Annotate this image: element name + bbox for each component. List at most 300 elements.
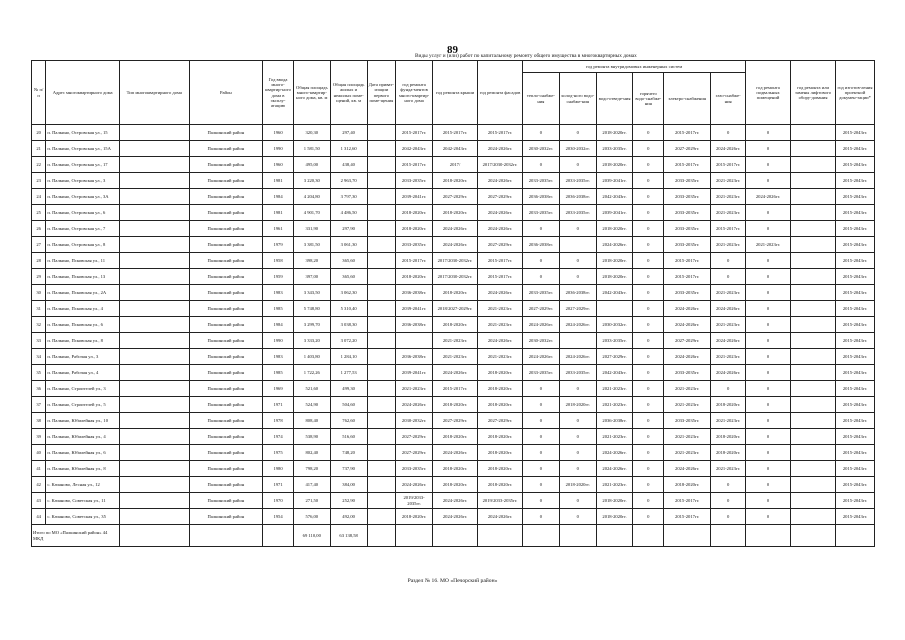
- table-cell: [559, 237, 596, 253]
- header-sewer: водо-отведе-ния: [596, 73, 633, 125]
- table-cell: [791, 189, 836, 205]
- table-cell: 2015-2043гг.: [836, 365, 875, 381]
- table-cell: 1984: [263, 189, 294, 205]
- table-cell: 22: [32, 157, 46, 173]
- table-cell: 2015-2043гг.: [836, 285, 875, 301]
- table-cell: 41: [32, 461, 46, 477]
- table-cell: 2018-2020гг.: [596, 269, 633, 285]
- table-cell: 5 748,80: [293, 301, 330, 317]
- table-cell: 2021-2023гг.: [711, 285, 746, 301]
- table-cell: 2021-2023гг.: [596, 429, 633, 445]
- table-cell: [119, 141, 189, 157]
- table-cell: 2015-2043гг.: [836, 493, 875, 509]
- table-cell: 2015-2043гг.: [836, 317, 875, 333]
- table-cell: 2033-2035гг.: [559, 205, 596, 221]
- table-cell: 1958: [263, 253, 294, 269]
- table-cell: 2039-2041гг.: [396, 365, 433, 381]
- table-cell: 2021-2023гг.: [664, 397, 711, 413]
- table-row: [32, 477, 875, 493]
- table-cell: 2015-2017гг.: [711, 157, 746, 173]
- table-cell: 2027-2029гг.: [559, 301, 596, 317]
- table-cell: [367, 381, 396, 397]
- table-cell: [119, 285, 189, 301]
- table-cell: 0: [633, 221, 664, 237]
- table-cell: [367, 173, 396, 189]
- table-cell: 504,60: [330, 397, 367, 413]
- table-cell: [791, 269, 836, 285]
- table-row: [32, 413, 875, 429]
- table-cell: 2027-2029гг.: [596, 349, 633, 365]
- table-cell: 0: [559, 429, 596, 445]
- table-cell: 0: [746, 477, 791, 493]
- table-cell: 2015-2043гг.: [836, 141, 875, 157]
- table-cell: [263, 525, 294, 547]
- table-cell: 1985: [263, 301, 294, 317]
- table-cell: [396, 525, 433, 547]
- table-cell: 2018-2020гг.: [664, 477, 711, 493]
- table-cell: 1960: [263, 125, 294, 141]
- table-cell: 0: [746, 413, 791, 429]
- table-cell: 331,90: [293, 221, 330, 237]
- table-cell: 2017/2030-2032гг.: [433, 269, 478, 285]
- table-cell: 2018-2020гг.: [433, 429, 478, 445]
- table-cell: 1974: [263, 429, 294, 445]
- table-cell: 0: [746, 173, 791, 189]
- table-cell: 2036-2038гг.: [559, 189, 596, 205]
- table-cell: [119, 157, 189, 173]
- table-cell: 2018-2020гг.: [433, 317, 478, 333]
- table-cell: п. Палкино, Юбилейная ул., 10: [46, 413, 120, 429]
- table-cell: Палкинский район: [189, 269, 263, 285]
- table-cell: 0: [633, 141, 664, 157]
- table-cell: 2021-2023гг.: [396, 381, 433, 397]
- table-cell: [367, 253, 396, 269]
- table-cell: 2015-2017гг.: [396, 157, 433, 173]
- table-cell: [189, 525, 263, 547]
- table-cell: [119, 525, 189, 547]
- header-district: Район: [189, 61, 263, 125]
- table-cell: Палкинский район: [189, 349, 263, 365]
- table-cell: Палкинский район: [189, 477, 263, 493]
- table-cell: 2030-2032гг.: [396, 413, 433, 429]
- table-cell: п. Палкино, Строителей ул., 5: [46, 397, 120, 413]
- table-cell: 0: [746, 381, 791, 397]
- table-cell: 0: [559, 157, 596, 173]
- table-cell: 2024-2026гг.: [664, 317, 711, 333]
- table-cell: 2030-2032гг.: [596, 317, 633, 333]
- table-cell: п. Палкино, Псковская ул., 6: [46, 317, 120, 333]
- table-cell: 1961: [263, 221, 294, 237]
- table-cell: 1978: [263, 413, 294, 429]
- table-cell: 2018-2020гг.: [478, 445, 523, 461]
- header-facade: год ремонта фасадов: [478, 61, 523, 125]
- table-cell: 2024-2026гг.: [596, 461, 633, 477]
- table-cell: 3 343,50: [293, 285, 330, 301]
- table-cell: 2033-2035гг.: [664, 365, 711, 381]
- table-cell: 0: [523, 445, 560, 461]
- table-row: [32, 141, 875, 157]
- table-cell: [119, 333, 189, 349]
- table-cell: 2024-2026гг.: [596, 445, 633, 461]
- table-cell: [367, 237, 396, 253]
- table-cell: п. Палкино, Островская ул., 15А: [46, 141, 120, 157]
- table-row: [32, 205, 875, 221]
- table-cell: 2033-2035гг.: [396, 173, 433, 189]
- table-cell: 516,60: [330, 429, 367, 445]
- table-cell: 2018-2020гг.: [433, 285, 478, 301]
- table-cell: 2015-2043гг.: [836, 301, 875, 317]
- page-number: 89: [447, 44, 458, 56]
- table-cell: 748,20: [330, 445, 367, 461]
- table-cell: [596, 525, 633, 547]
- table-cell: 0: [746, 349, 791, 365]
- table-cell: 2024-2026гг.: [711, 301, 746, 317]
- table-cell: 0: [711, 253, 746, 269]
- table-cell: 2018-2020гг.: [596, 493, 633, 509]
- table-cell: 27: [32, 237, 46, 253]
- table-cell: [791, 413, 836, 429]
- table-cell: [791, 141, 836, 157]
- table-cell: 2033-2035гг.: [664, 237, 711, 253]
- table-cell: 2021-2023гг.: [746, 237, 791, 253]
- table-cell: Палкинский район: [189, 397, 263, 413]
- table-cell: 2033-2035гг.: [559, 173, 596, 189]
- table-cell: 0: [523, 125, 560, 141]
- table-cell: п. Палкино, Юбилейная ул., 4: [46, 429, 120, 445]
- table-cell: 365,60: [330, 253, 367, 269]
- table-cell: 5 310,40: [330, 301, 367, 317]
- table-cell: 2036-2038гг.: [396, 285, 433, 301]
- table-cell: 320,30: [293, 125, 330, 141]
- header-address: Адрес многоквартирного дома: [46, 61, 120, 125]
- table-cell: 0: [633, 237, 664, 253]
- table-cell: 3 797,30: [330, 189, 367, 205]
- header-foundation: год ремонта фунда-ментов много-квартир-ного дома: [396, 61, 433, 125]
- table-row: [32, 461, 875, 477]
- table-cell: 0: [559, 253, 596, 269]
- table-cell: 2033-2035гг.: [664, 189, 711, 205]
- header-cold-water: холод-ного водо-снабже-ния: [559, 73, 596, 125]
- table-cell: с. Качаново, Лесная ул., 12: [46, 477, 120, 493]
- table-row: [32, 381, 875, 397]
- table-cell: 43: [32, 493, 46, 509]
- table-cell: 3 381,50: [293, 237, 330, 253]
- table-cell: Палкинский район: [189, 381, 263, 397]
- table-cell: Палкинский район: [189, 189, 263, 205]
- table-cell: [791, 125, 836, 141]
- table-cell: 1984: [263, 317, 294, 333]
- table-cell: 1971: [263, 397, 294, 413]
- table-cell: 2015-2043гг.: [836, 429, 875, 445]
- table-cell: Палкинский район: [189, 333, 263, 349]
- table-row: [32, 237, 875, 253]
- table-cell: 2042-2043гг.: [596, 285, 633, 301]
- table-cell: [791, 525, 836, 547]
- table-cell: 2024-2026гг.: [433, 509, 478, 525]
- table-cell: [791, 381, 836, 397]
- living-area-sum: 63 138,58: [330, 525, 367, 547]
- table-cell: 2033-2035гг.: [664, 173, 711, 189]
- table-cell: 0: [746, 141, 791, 157]
- table-cell: 2027-2029гг.: [396, 429, 433, 445]
- table-cell: 0: [559, 221, 596, 237]
- table-cell: 2017/: [433, 157, 478, 173]
- table-cell: п. Палкино, Псковская ул., 11: [46, 253, 120, 269]
- table-cell: 0: [633, 125, 664, 141]
- table-cell: 492,00: [330, 509, 367, 525]
- table-cell: 0: [633, 413, 664, 429]
- table-cell: 2018-2020гг.: [433, 477, 478, 493]
- table-cell: 2024-2026гг.: [478, 509, 523, 525]
- table-cell: 524,90: [293, 397, 330, 413]
- table-cell: Палкинский район: [189, 125, 263, 141]
- table-cell: 1 312,60: [330, 141, 367, 157]
- table-cell: 2024-2026гг.: [396, 477, 433, 493]
- table-cell: 2027-2029гг.: [478, 189, 523, 205]
- table-cell: 2015-2043гг.: [836, 381, 875, 397]
- table-cell: [119, 477, 189, 493]
- table-cell: 2036-2038гг.: [523, 237, 560, 253]
- table-cell: 2024-2026гг.: [478, 221, 523, 237]
- table-cell: 2015-2043гг.: [836, 189, 875, 205]
- table-cell: 0: [633, 493, 664, 509]
- table-cell: 2024-2026гг.: [433, 221, 478, 237]
- table-cell: 521,60: [293, 381, 330, 397]
- table-cell: 2036-2038гг.: [596, 413, 633, 429]
- table-cell: Палкинский район: [189, 365, 263, 381]
- table-cell: 2024-2026гг.: [596, 237, 633, 253]
- table-cell: 3 062,30: [330, 285, 367, 301]
- table-cell: [433, 525, 478, 547]
- table-cell: Палкинский район: [189, 205, 263, 221]
- table-cell: 1 277,53: [330, 365, 367, 381]
- table-cell: 2024-2026гг.: [433, 365, 478, 381]
- table-cell: 2018-2020гг.: [396, 509, 433, 525]
- table-cell: 2024-2026гг.: [478, 333, 523, 349]
- table-cell: 0: [633, 429, 664, 445]
- table-cell: 2015-2043гг.: [836, 253, 875, 269]
- table-cell: [119, 173, 189, 189]
- table-cell: 0: [746, 285, 791, 301]
- table-cell: [367, 221, 396, 237]
- table-cell: 0: [633, 445, 664, 461]
- table-cell: Палкинский район: [189, 509, 263, 525]
- table-cell: п. Палкино, Строителей ул., 3: [46, 381, 120, 397]
- table-cell: 398,20: [293, 253, 330, 269]
- table-cell: 0: [523, 397, 560, 413]
- table-cell: 0: [746, 365, 791, 381]
- table-cell: [396, 333, 433, 349]
- table-cell: 4 204,80: [293, 189, 330, 205]
- table-cell: 808,40: [293, 413, 330, 429]
- table-cell: [367, 461, 396, 477]
- table-cell: [367, 445, 396, 461]
- table-cell: 1954: [263, 509, 294, 525]
- table-cell: 0: [746, 269, 791, 285]
- table-cell: 0: [711, 509, 746, 525]
- table-cell: Палкинский район: [189, 317, 263, 333]
- table-cell: 2021-2023гг.: [478, 349, 523, 365]
- table-cell: [791, 509, 836, 525]
- table-cell: 1 722,26: [293, 365, 330, 381]
- table-cell: 0: [523, 253, 560, 269]
- table-cell: 2015-2043гг.: [836, 461, 875, 477]
- table-cell: [119, 509, 189, 525]
- table-cell: [791, 477, 836, 493]
- table-row: [32, 445, 875, 461]
- table-cell: 2027-2029гг.: [523, 301, 560, 317]
- table-cell: 2018-2020гг.: [596, 125, 633, 141]
- table-cell: Палкинский район: [189, 285, 263, 301]
- table-cell: Палкинский район: [189, 413, 263, 429]
- table-cell: 0: [633, 157, 664, 173]
- table-cell: 2018-2020гг.: [596, 253, 633, 269]
- table-cell: 1983: [263, 285, 294, 301]
- table-cell: 2042-2043гг.: [396, 141, 433, 157]
- table-cell: 2036-2038гг.: [396, 349, 433, 365]
- table-cell: 0: [746, 429, 791, 445]
- table-cell: [791, 445, 836, 461]
- table-cell: Палкинский район: [189, 141, 263, 157]
- table-cell: 2015-2017гг.: [478, 253, 523, 269]
- table-cell: 2018-2020гг.: [433, 173, 478, 189]
- table-cell: 0: [711, 493, 746, 509]
- table-cell: 2039-2041гг.: [596, 173, 633, 189]
- table-cell: Палкинский район: [189, 461, 263, 477]
- table-cell: 3 299,70: [293, 317, 330, 333]
- table-cell: 24: [32, 189, 46, 205]
- table-cell: 2019/2033-2035гг.: [396, 493, 433, 509]
- table-cell: [367, 365, 396, 381]
- table-cell: 2042-2043гг.: [596, 189, 633, 205]
- table-cell: 2024-2026гг.: [433, 493, 478, 509]
- table-cell: 0: [746, 493, 791, 509]
- table-cell: 2015-2043гг.: [836, 349, 875, 365]
- table-cell: 0: [746, 445, 791, 461]
- table-cell: 0: [633, 253, 664, 269]
- table-cell: п. Палкино, Псковская ул., 2А: [46, 285, 120, 301]
- table-cell: 417,40: [293, 477, 330, 493]
- table-cell: 2021-2023гг.: [596, 477, 633, 493]
- table-cell: 2021-2023гг.: [711, 461, 746, 477]
- table-row: [32, 509, 875, 525]
- table-cell: [791, 333, 836, 349]
- table-cell: 2024-2026гг.: [478, 141, 523, 157]
- housing-repair-table: [31, 60, 875, 547]
- table-cell: 3 220,30: [293, 173, 330, 189]
- table-cell: 2024-2026гг.: [711, 365, 746, 381]
- table-cell: Палкинский район: [189, 301, 263, 317]
- table-cell: 1 581,50: [293, 141, 330, 157]
- table-cell: 2024-2026гг.: [559, 349, 596, 365]
- table-cell: 2036-2038гг.: [523, 189, 560, 205]
- table-cell: 2021-2023гг.: [478, 301, 523, 317]
- table-cell: 297,40: [330, 125, 367, 141]
- header-hot-water: горячего водо-снабже-ния: [633, 73, 664, 125]
- table-cell: 2018-2020гг.: [559, 477, 596, 493]
- table-cell: [119, 125, 189, 141]
- table-cell: п. Палкино, Псковская ул., 13: [46, 269, 120, 285]
- table-cell: 2018-2020гг.: [433, 205, 478, 221]
- table-cell: 2021-2023гг.: [711, 189, 746, 205]
- table-row: [32, 253, 875, 269]
- table-cell: п. Палкино, Островская ул., 17: [46, 157, 120, 173]
- header-total-area: Общая площадь много-квартир-ного дома, кв. м: [293, 61, 330, 125]
- table-cell: 499,30: [330, 381, 367, 397]
- table-cell: 1981: [263, 173, 294, 189]
- table-cell: 2015-2043гг.: [836, 205, 875, 221]
- table-cell: п. Палкино, Островская ул., 3А: [46, 189, 120, 205]
- table-cell: 2027-2029гг.: [664, 333, 711, 349]
- table-cell: п. Палкино, Псковская ул., 4: [46, 301, 120, 317]
- table-cell: [791, 173, 836, 189]
- table-cell: 2015-2017гг.: [396, 125, 433, 141]
- table-cell: 2039-2041гг.: [396, 189, 433, 205]
- table-cell: 4 901,70: [293, 205, 330, 221]
- table-cell: 29: [32, 269, 46, 285]
- table-cell: 2030-2032гг.: [523, 141, 560, 157]
- table-cell: 2018-2020гг.: [478, 429, 523, 445]
- table-cell: [791, 157, 836, 173]
- table-row: [32, 157, 875, 173]
- table-cell: 2024-2026гг.: [523, 349, 560, 365]
- table-cell: 0: [633, 349, 664, 365]
- table-cell: 2015-2043гг.: [836, 157, 875, 173]
- table-cell: 39: [32, 429, 46, 445]
- table-cell: 2015-2043гг.: [836, 333, 875, 349]
- table-cell: 2024-2026гг.: [433, 237, 478, 253]
- table-cell: 384,00: [330, 477, 367, 493]
- table-cell: [367, 397, 396, 413]
- table-cell: 2033-2035гг.: [664, 413, 711, 429]
- table-cell: 2036-2038гг.: [559, 285, 596, 301]
- table-cell: 2024-2026гг.: [746, 189, 791, 205]
- total-row: [32, 525, 875, 547]
- table-cell: [791, 493, 836, 509]
- table-cell: 2015-2043гг.: [836, 237, 875, 253]
- table-cell: [367, 125, 396, 141]
- table-cell: 37: [32, 397, 46, 413]
- header-roof: год ремонта крыши: [433, 61, 478, 125]
- table-cell: 1969: [263, 381, 294, 397]
- table-cell: [711, 525, 746, 547]
- table-cell: 2018-2020гг.: [559, 397, 596, 413]
- table-cell: 2015-2017гг.: [433, 381, 478, 397]
- table-cell: [119, 189, 189, 205]
- table-cell: 0: [746, 157, 791, 173]
- table-cell: 0: [559, 125, 596, 141]
- table-cell: 2015-2017гг.: [396, 253, 433, 269]
- table-cell: 495,00: [293, 157, 330, 173]
- table-cell: [791, 429, 836, 445]
- table-cell: 2018-2020гг.: [596, 221, 633, 237]
- table-cell: 2027-2029гг.: [478, 237, 523, 253]
- table-cell: 2021-2023гг.: [664, 445, 711, 461]
- table-cell: 0: [746, 125, 791, 141]
- table-cell: [791, 365, 836, 381]
- table-cell: [367, 285, 396, 301]
- table-cell: 0: [711, 125, 746, 141]
- table-row: [32, 493, 875, 509]
- table-cell: Палкинский район: [189, 253, 263, 269]
- table-cell: п. Палкино, Юбилейная ул., 8: [46, 461, 120, 477]
- table-cell: 0: [746, 253, 791, 269]
- table-cell: 2033-2035гг.: [523, 205, 560, 221]
- table-cell: Палкинский район: [189, 157, 263, 173]
- table-cell: 0: [523, 461, 560, 477]
- table-cell: 2015-2017гг.: [664, 253, 711, 269]
- table-cell: 3 061,30: [330, 237, 367, 253]
